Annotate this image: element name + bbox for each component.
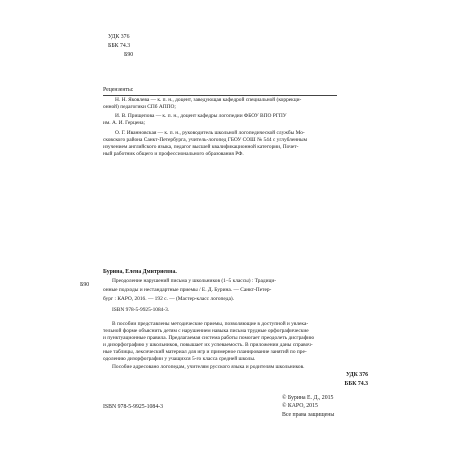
copyright-publisher: © КАРО, 2015 xyxy=(282,403,318,409)
reviewer-2-line-2: им. А. И. Герцена; xyxy=(103,120,146,126)
catalog-author: Бурина, Елена Дмитриевна. xyxy=(103,269,177,275)
reviewer-3-line-1: О. Г. Иванновская — к. п. н., руководитель школьной логопедической службы Мо- xyxy=(115,130,305,136)
catalog-isbn: ISBN 978-5-9925-1084-3. xyxy=(112,307,170,313)
annotation-line-3: и пунктуационные правила. Предлагаемая система работы помогает преодолеть дисграфию xyxy=(103,335,315,341)
bottom-isbn: ISBN 978-5-9925-1084-3 xyxy=(103,404,164,410)
annotation-line-5: ные таблицы, лексический материал для игр и примерное планирование занятий по пре- xyxy=(103,349,307,355)
catalog-line-2: онные подходы и нестандартные приемы / Е. Д. Бурина. — Санкт-Петер- xyxy=(103,287,272,293)
author-code: Б90 xyxy=(124,52,134,58)
reviewer-3-line-2: сковского района Санкт-Петербурга, учитель-логопед ГБОУ СОШ № 544 с углубленным xyxy=(103,137,308,143)
all-rights-reserved: Все права защищены xyxy=(282,412,335,418)
udk-code: УДК 376 xyxy=(108,34,130,40)
catalog-line-1: Преодоление нарушений письма у школьников (1–5 классы) : Традици- xyxy=(112,278,277,284)
annotation-line-6: одолению дизорфографии у учащихся 5-го класса средней школы. xyxy=(103,356,256,362)
catalog-code: Б90 xyxy=(80,282,90,288)
reviewers-title: Рецензенты: xyxy=(103,87,134,93)
bbk-code: ББК 74.3 xyxy=(108,43,131,49)
annotation-line-2: тельной форме объяснить детям с нарушением навыка письма трудные орфографические xyxy=(103,328,309,334)
annotation-line-4: и дизорфографию у школьников, повышает их успеваемость. В приложении даны справоч- xyxy=(103,342,313,348)
annotation-audience: Пособие адресовано логопедам, учителям русского языка и родителям школьников. xyxy=(112,364,305,370)
reviewer-3-line-4: ный работник общего и профессионального образования РФ. xyxy=(103,151,244,157)
reviewer-3-line-3: изучением английского языка, педагог высшей квалификационной категории, Почет- xyxy=(103,144,299,150)
catalog-line-3: бург : КАРО, 2016. — 192 с. — (Мастер-класс логопеда). xyxy=(103,296,235,302)
annotation-line-1: В пособии представлены методические приемы, позволяющие в доступной и увлека- xyxy=(112,321,309,327)
bottom-udk: УДК 376 xyxy=(345,372,368,378)
reviewers-top-rule xyxy=(103,95,337,96)
copyright-author: © Бурина Е. Д., 2015 xyxy=(282,395,334,401)
reviewer-1-line-2: онной) педагогики СПб АППО; xyxy=(103,104,176,110)
bottom-bbk: ББК 74.3 xyxy=(344,381,368,387)
reviewer-1-line-1: Н. Н. Яковлева — к. п. н., доцент, заведующая кафедрой специальной (коррекци- xyxy=(115,97,302,103)
reviewer-2-line-1: И. В. Прищепова — к. п. н., доцент кафедры логопедии ФБОУ ВПО РГПУ xyxy=(115,113,287,119)
